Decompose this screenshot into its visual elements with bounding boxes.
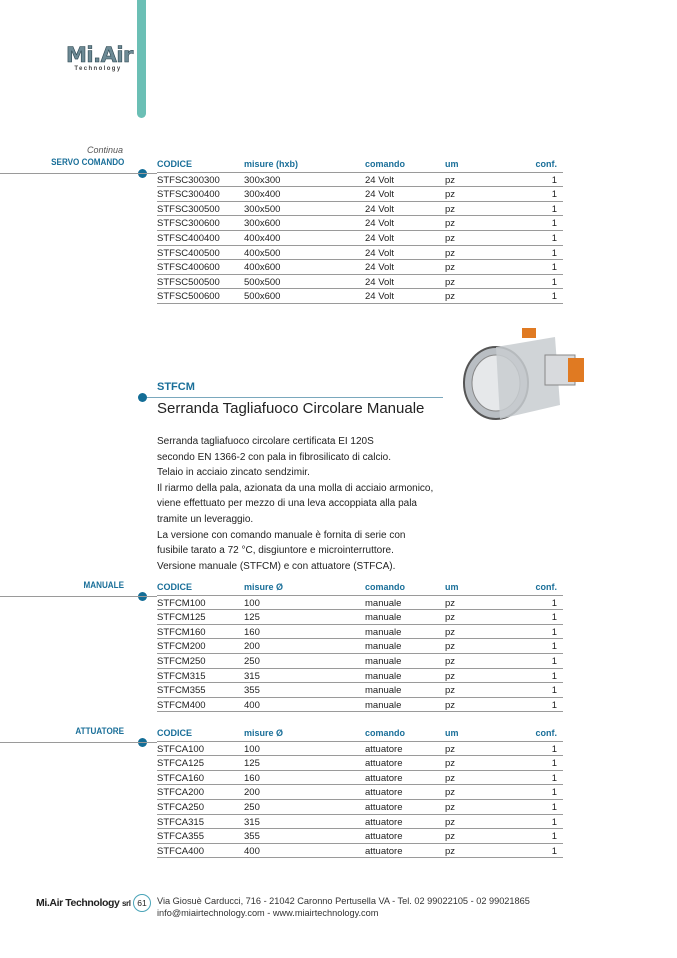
divider <box>0 173 157 174</box>
table-cell: 1 <box>551 831 557 843</box>
description-line: tramite un leveraggio. <box>157 513 254 525</box>
table-row <box>157 173 563 188</box>
table-cell: pz <box>445 232 456 244</box>
table-cell: 125 <box>244 612 260 624</box>
table-cell: STFCM355 <box>157 685 206 697</box>
table-cell: 1 <box>551 203 557 215</box>
table-row <box>157 639 563 654</box>
table-cell: 400x400 <box>244 232 281 244</box>
table-cell: STFSC400600 <box>157 262 220 274</box>
table-header <box>157 727 563 742</box>
description-line: fusibile tarato a 72 °C, disgiuntore e microinterruttore. <box>157 545 394 557</box>
table-cell: pz <box>445 816 456 828</box>
divider <box>0 596 157 597</box>
table-cell: 1 <box>551 699 557 711</box>
table-cell: 24 Volt <box>365 232 395 244</box>
table-row <box>157 844 563 859</box>
table-cell: 1 <box>551 189 557 201</box>
column-header: misure (hxb) <box>244 159 299 169</box>
table-cell: 400 <box>244 845 260 857</box>
table-row <box>157 216 563 231</box>
column-header: comando <box>365 582 406 592</box>
table-cell: STFCA100 <box>157 743 204 755</box>
table-cell: pz <box>445 845 456 857</box>
table-row <box>157 654 563 669</box>
table-row <box>157 829 563 844</box>
table-cell: pz <box>445 174 456 186</box>
table-cell: manuale <box>365 626 402 638</box>
product-code: STFCM <box>157 381 195 393</box>
description-line: Versione manuale (STFCM) e con attuatore (STFCA). <box>157 560 396 572</box>
table-cell: pz <box>445 801 456 813</box>
table-cell: STFCA400 <box>157 845 204 857</box>
table-cell: pz <box>445 262 456 274</box>
title-rule <box>147 397 443 398</box>
table-cell: 1 <box>551 772 557 784</box>
table-cell: pz <box>445 772 456 784</box>
table-cell: pz <box>445 787 456 799</box>
description-line: Telaio in acciaio zincato sendzimir. <box>157 467 310 479</box>
table-cell: 355 <box>244 685 260 697</box>
table-cell: STFCM200 <box>157 641 206 653</box>
column-header: um <box>445 159 459 169</box>
table-cell: 1 <box>551 262 557 274</box>
column-header: comando <box>365 159 406 169</box>
table-cell: 1 <box>551 612 557 624</box>
table-cell: STFCA315 <box>157 816 204 828</box>
section-label-servo-comando: SERVO COMANDO <box>50 157 124 167</box>
table-cell: STFSC300400 <box>157 189 220 201</box>
column-header: CODICE <box>157 159 193 169</box>
description-line: La versione con comando manuale è fornita di serie con <box>157 529 406 541</box>
table-cell: attuatore <box>365 758 403 770</box>
bullet-dot <box>138 393 147 402</box>
table-row <box>157 815 563 830</box>
product-title: Serranda Tagliafuoco Circolare Manuale <box>157 400 425 417</box>
table-cell: attuatore <box>365 801 403 813</box>
table-cell: 1 <box>551 743 557 755</box>
table-cell: manuale <box>365 685 402 697</box>
table-cell: 24 Volt <box>365 189 395 201</box>
table-cell: 125 <box>244 758 260 770</box>
table-cell: 400x600 <box>244 262 281 274</box>
table-cell: 1 <box>551 174 557 186</box>
table-cell: STFSC400500 <box>157 247 220 259</box>
table-cell: 1 <box>551 232 557 244</box>
table-cell: pz <box>445 685 456 697</box>
logo-main: Mi.Air <box>66 43 133 67</box>
table-cell: 200 <box>244 641 260 653</box>
table-cell: 100 <box>244 597 260 609</box>
table-row <box>157 260 563 275</box>
table-row <box>157 202 563 217</box>
table-cell: attuatore <box>365 831 403 843</box>
table-cell: pz <box>445 831 456 843</box>
table-cell: 300x400 <box>244 189 281 201</box>
table-cell: manuale <box>365 655 402 667</box>
table-row <box>157 771 563 786</box>
column-header: um <box>445 582 459 592</box>
table-cell: attuatore <box>365 816 403 828</box>
table-cell: 160 <box>244 626 260 638</box>
section-label-attuatore: ATTUATORE <box>75 726 124 736</box>
table-cell: 315 <box>244 670 260 682</box>
table-cell: 1 <box>551 597 557 609</box>
table-cell: 100 <box>244 743 260 755</box>
table-cell: 1 <box>551 655 557 667</box>
table-cell: 1 <box>551 641 557 653</box>
table-cell: pz <box>445 218 456 230</box>
table-row <box>157 669 563 684</box>
table-cell: STFCM400 <box>157 699 206 711</box>
divider <box>0 742 157 743</box>
column-header: conf. <box>535 582 557 592</box>
table-cell: 300x600 <box>244 218 281 230</box>
table-row <box>157 625 563 640</box>
table-cell: 1 <box>551 218 557 230</box>
table-cell: STFSC300600 <box>157 218 220 230</box>
table-servo-comando <box>157 158 563 304</box>
table-cell: 300x300 <box>244 174 281 186</box>
description-line: secondo EN 1366-2 con pala in fibrosilicato di calcio. <box>157 451 392 463</box>
table-cell: pz <box>445 670 456 682</box>
table-row <box>157 231 563 246</box>
table-cell: 24 Volt <box>365 291 395 303</box>
footer-contacts: info@miairtechnology.com - www.miairtechnology.com <box>157 908 379 918</box>
table-cell: pz <box>445 247 456 259</box>
page-number: 61 <box>133 894 151 912</box>
table-cell: manuale <box>365 597 402 609</box>
table-cell: pz <box>445 626 456 638</box>
table-cell: 24 Volt <box>365 203 395 215</box>
table-cell: STFCM100 <box>157 597 206 609</box>
table-manuale <box>157 581 563 712</box>
table-cell: manuale <box>365 641 402 653</box>
table-cell: pz <box>445 276 456 288</box>
table-row <box>157 683 563 698</box>
table-header <box>157 158 563 173</box>
table-cell: pz <box>445 699 456 711</box>
table-cell: 1 <box>551 845 557 857</box>
table-cell: pz <box>445 743 456 755</box>
column-header: comando <box>365 728 406 738</box>
footer-brand <box>36 897 131 909</box>
table-cell: 24 Volt <box>365 218 395 230</box>
footer-address: Via Giosuè Carducci, 716 - 21042 Caronno Pertusella VA - Tel. 02 99022105 - 02 99021865 <box>157 896 530 906</box>
column-header: CODICE <box>157 582 193 592</box>
table-cell: manuale <box>365 670 402 682</box>
table-cell: pz <box>445 597 456 609</box>
table-cell: 500x500 <box>244 276 281 288</box>
footer-address-block <box>157 895 530 919</box>
table-cell: 1 <box>551 758 557 770</box>
table-cell: attuatore <box>365 743 403 755</box>
table-row <box>157 187 563 202</box>
table-row <box>157 785 563 800</box>
table-row <box>157 800 563 815</box>
table-cell: pz <box>445 291 456 303</box>
table-row <box>157 289 563 304</box>
table-header <box>157 581 563 596</box>
column-header: misure Ø <box>244 582 284 592</box>
table-cell: STFCM160 <box>157 626 206 638</box>
table-cell: STFCM250 <box>157 655 206 667</box>
table-cell: 500x600 <box>244 291 281 303</box>
accent-bar <box>137 0 146 118</box>
table-cell: 160 <box>244 772 260 784</box>
table-cell: STFSC300500 <box>157 203 220 215</box>
table-cell: STFSC500500 <box>157 276 220 288</box>
table-cell: 1 <box>551 816 557 828</box>
column-header: um <box>445 728 459 738</box>
table-cell: 1 <box>551 247 557 259</box>
table-cell: manuale <box>365 612 402 624</box>
table-cell: STFSC500600 <box>157 291 220 303</box>
table-cell: attuatore <box>365 787 403 799</box>
continua-label: Continua <box>86 145 123 155</box>
table-row <box>157 742 563 757</box>
column-header: misure Ø <box>244 728 284 738</box>
table-cell: STFCA160 <box>157 772 204 784</box>
table-cell: attuatore <box>365 845 403 857</box>
table-cell: 24 Volt <box>365 276 395 288</box>
section-label-manuale: MANUALE <box>83 580 124 590</box>
table-cell: 300x500 <box>244 203 281 215</box>
table-cell: 1 <box>551 685 557 697</box>
table-row <box>157 596 563 611</box>
table-attuatore <box>157 727 563 858</box>
table-cell: 250 <box>244 655 260 667</box>
table-cell: 355 <box>244 831 260 843</box>
description-line: viene effettuato per mezzo di una leva accoppiata alla pala <box>157 498 417 510</box>
description-line: Il riarmo della pala, azionata da una molla di acciaio armonico, <box>157 482 434 494</box>
table-cell: pz <box>445 758 456 770</box>
column-header: conf. <box>535 728 557 738</box>
table-cell: 1 <box>551 670 557 682</box>
table-cell: 24 Volt <box>365 262 395 274</box>
table-cell: 1 <box>551 801 557 813</box>
table-cell: STFSC300300 <box>157 174 220 186</box>
table-row <box>157 246 563 261</box>
table-row <box>157 610 563 625</box>
table-cell: 1 <box>551 787 557 799</box>
column-header: CODICE <box>157 728 193 738</box>
table-cell: 400 <box>244 699 260 711</box>
logo-sub: Technology <box>74 66 122 72</box>
table-cell: 1 <box>551 291 557 303</box>
table-cell: 315 <box>244 816 260 828</box>
table-cell: pz <box>445 203 456 215</box>
table-cell: attuatore <box>365 772 403 784</box>
table-cell: pz <box>445 641 456 653</box>
table-cell: STFCA200 <box>157 787 204 799</box>
table-cell: STFCM125 <box>157 612 206 624</box>
table-cell: 24 Volt <box>365 247 395 259</box>
product-image <box>460 325 590 423</box>
table-cell: pz <box>445 612 456 624</box>
table-cell: 400x500 <box>244 247 281 259</box>
table-cell: 1 <box>551 626 557 638</box>
brand-logo <box>66 43 133 72</box>
table-row <box>157 275 563 290</box>
table-cell: STFCA355 <box>157 831 204 843</box>
footer-brand-name: Mi.Air Technology <box>36 897 120 909</box>
table-cell: STFCA125 <box>157 758 204 770</box>
table-row <box>157 698 563 713</box>
table-cell: manuale <box>365 699 402 711</box>
table-cell: STFCA250 <box>157 801 204 813</box>
table-cell: STFSC400400 <box>157 232 220 244</box>
table-row <box>157 756 563 771</box>
table-cell: 24 Volt <box>365 174 395 186</box>
product-description <box>157 434 477 574</box>
table-cell: 200 <box>244 787 260 799</box>
footer-brand-suffix: srl <box>121 899 131 908</box>
table-cell: pz <box>445 189 456 201</box>
table-cell: STFCM315 <box>157 670 206 682</box>
table-cell: 250 <box>244 801 260 813</box>
table-cell: 1 <box>551 276 557 288</box>
description-line: Serranda tagliafuoco circolare certificata EI 120S <box>157 436 374 447</box>
table-cell: pz <box>445 655 456 667</box>
column-header: conf. <box>535 159 557 169</box>
